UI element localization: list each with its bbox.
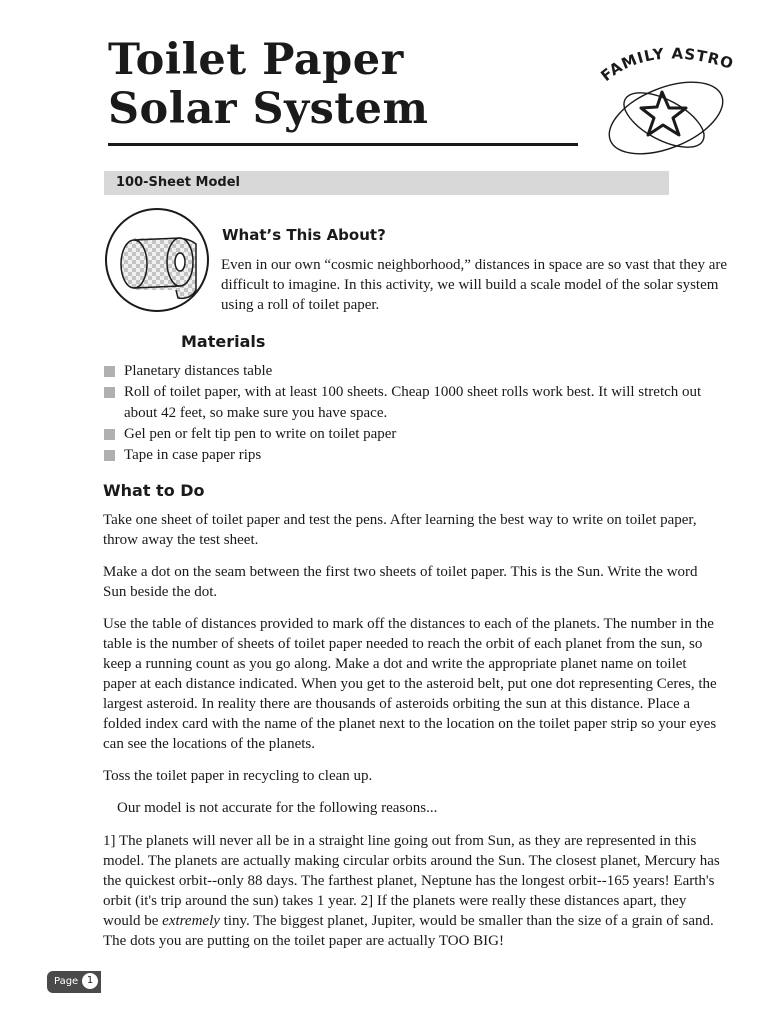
about-text: Even in our own “cosmic neighborhood,” distances in space are so vast that they are difficult to imagine. In this activity, we will build a scale model of the solar system using a roll of toilet paper. [221, 257, 728, 313]
page-title [108, 36, 429, 134]
about-heading: What’s This About? [222, 226, 386, 244]
section-bar: 100-Sheet Model [104, 171, 669, 195]
toilet-paper-icon [104, 208, 219, 313]
materials-list [104, 361, 704, 466]
accuracy-reasons-part-2: tiny. The biggest planet, Jupiter, would be smaller than the size of a grain of sand. The dots you are putting on the toilet paper are actually TOO BIG! [103, 913, 714, 949]
accuracy-reasons-part-1: 1] The planets will never all be in a straight line going out from Sun, as they are represented in this model. The planets are actually making circular orbits around the Sun. The closest planet, Mercury has the quickest orbit--only 88 days. The farthest planet, Neptune has the longest orbit--165 years! Earth's orbit (it's trip around the sun) takes 1 year. 2] If the planets were really these distances apart, they would be [103, 833, 720, 929]
materials-heading: Materials [181, 332, 266, 351]
square-bullet-icon [104, 387, 115, 398]
accuracy-intro: Our model is not accurate for the following reasons... [117, 800, 438, 816]
square-bullet-icon [104, 429, 115, 440]
instruction-paragraph-3: Use the table of distances provided to mark off the distances to each of the planets. The number in the table is the number of sheets of toilet paper needed to reach the orbit of each planet from the sun, so keep a running count as you go along. Make a dot and write the appropriate planet name on toilet paper at each distance indicated. When you get to the asteroid belt, put one dot representing Ceres, the largest asteroid. In reality there are thousands of asteroids orbiting the sun at this distance. Place a folded index card with the name of the planet next to the location on the toilet paper strip so your eyes can see the locations of the planets. [103, 616, 717, 752]
family-astro-logo [592, 34, 742, 164]
list-item-text: Gel pen or felt tip pen to write on toilet paper [124, 426, 397, 442]
instruction-paragraph-2: Make a dot on the seam between the first two sheets of toilet paper. This is the Sun. Write the word Sun beside the dot. [103, 564, 698, 600]
list-item [104, 361, 704, 382]
list-item [104, 382, 704, 424]
svg-text:FAMILY ASTRO [597, 44, 736, 85]
accuracy-emphasis: extremely [162, 913, 220, 929]
title-divider [108, 143, 578, 146]
square-bullet-icon [104, 366, 115, 377]
list-item-text: Roll of toilet paper, with at least 100 sheets. Cheap 1000 sheet rolls work best. It will stretch out about 42 feet, so make sure you have space. [124, 384, 702, 421]
list-item [104, 445, 704, 466]
what-to-do-body [103, 510, 723, 963]
page-label: Page [54, 976, 79, 987]
what-to-do-heading: What to Do [103, 481, 205, 500]
instruction-paragraph-1: Take one sheet of toilet paper and test the pens. After learning the best way to write on toilet paper, throw away the test sheet. [103, 512, 697, 548]
logo-text: FAMILY ASTRO [597, 44, 737, 86]
list-item-text: Tape in case paper rips [124, 447, 262, 463]
accuracy-reasons [103, 831, 723, 951]
page-badge [47, 971, 101, 993]
list-item [104, 424, 704, 445]
title-line-2: Solar System [108, 84, 429, 134]
square-bullet-icon [104, 450, 115, 461]
title-line-1: Toilet Paper [108, 35, 404, 85]
page-number: 1 [81, 972, 99, 990]
instruction-paragraph-4: Toss the toilet paper in recycling to clean up. [103, 768, 373, 784]
list-item-text: Planetary distances table [124, 363, 273, 379]
